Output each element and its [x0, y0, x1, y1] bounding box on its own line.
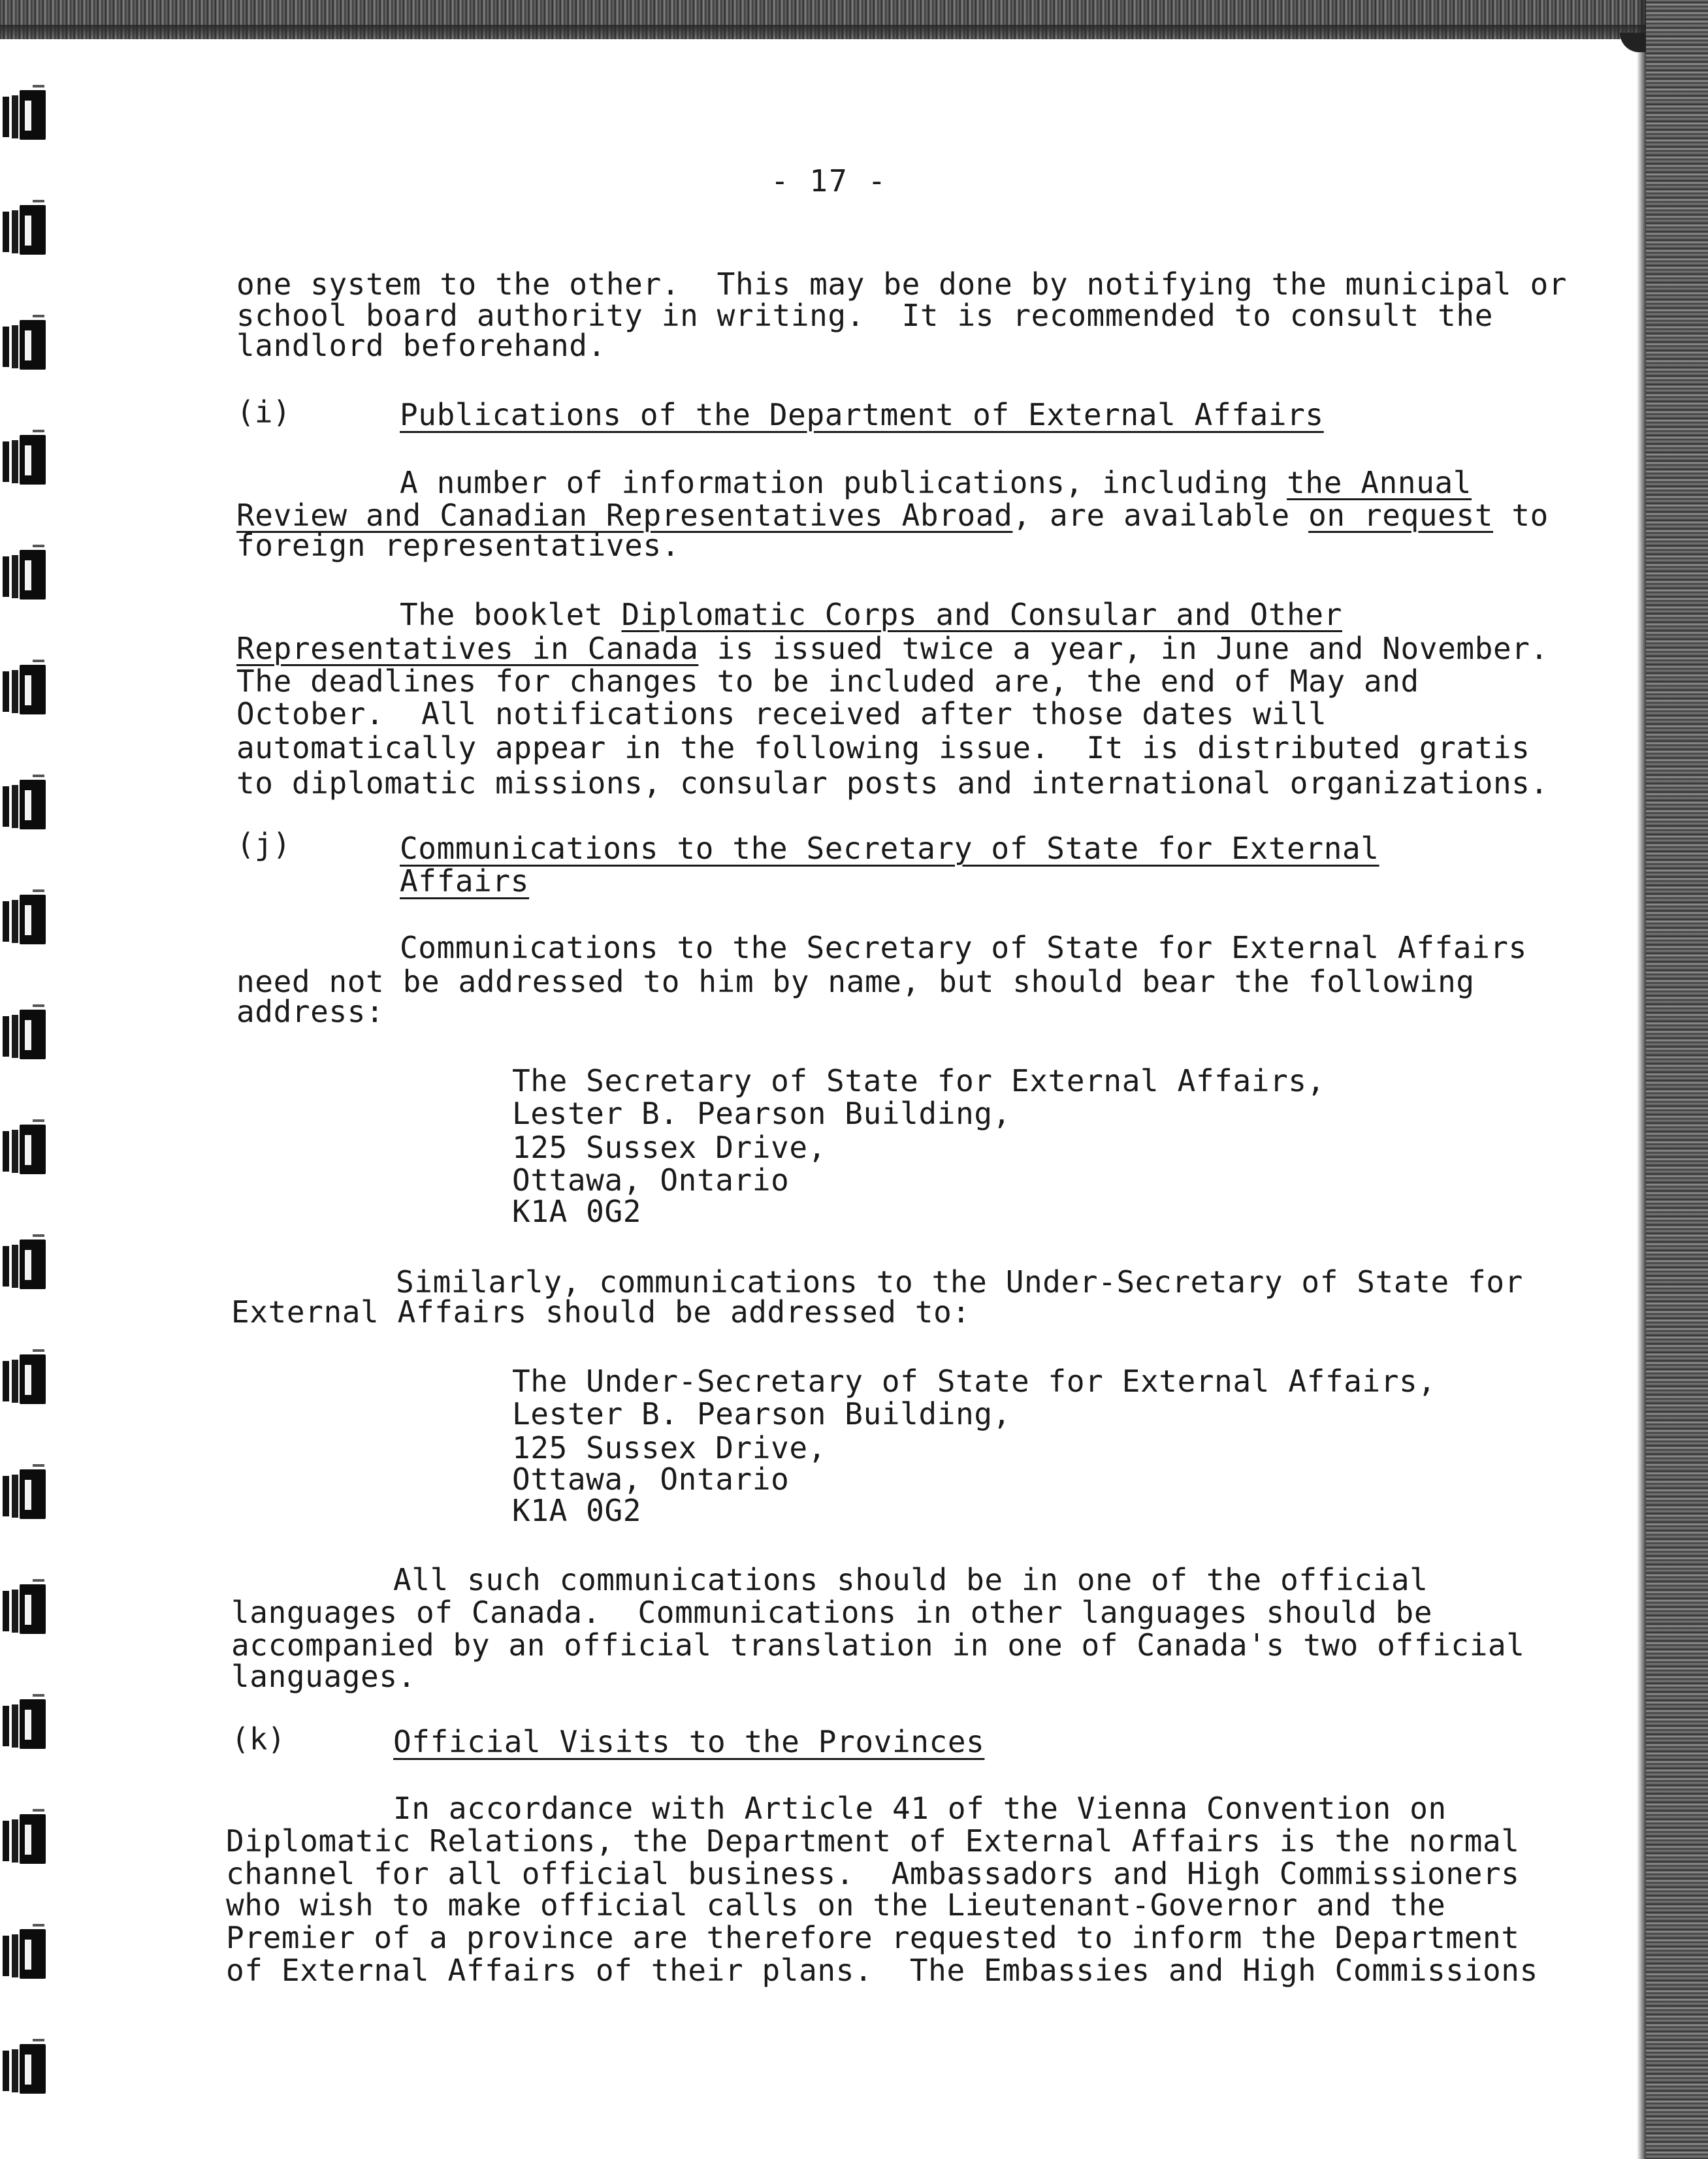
address-line: 125 Sussex Drive,	[512, 1130, 827, 1165]
intro-line: school board authority in writing. It is recommended to consult the	[236, 298, 1494, 333]
binding-hole	[3, 1579, 44, 1638]
paragraph-line: A number of information publications, including the Annual	[400, 465, 1472, 500]
paragraph-line: languages of Canada. Communications in other languages should be	[231, 1595, 1433, 1630]
section-heading-j: Communications to the Secretary of State for External	[400, 831, 1379, 866]
binding-hole	[3, 1349, 44, 1408]
paragraph-line: Representatives in Canada is issued twice a year, in June and November.	[236, 631, 1549, 666]
binding-hole	[3, 1464, 44, 1523]
address-line: Ottawa, Ontario	[512, 1162, 790, 1198]
binding-hole	[3, 1924, 44, 1983]
binding-hole	[3, 315, 44, 374]
binding-hole	[3, 200, 44, 259]
booklet-title: Diplomatic Corps and Consular and Other	[621, 597, 1343, 632]
binding-hole	[3, 1004, 44, 1063]
binding-hole	[3, 85, 44, 144]
section-heading-j: Affairs	[400, 863, 530, 899]
binding-hole	[3, 430, 44, 488]
section-marker-i: (i)	[236, 394, 291, 430]
booklet-title: Representatives in Canada	[236, 631, 699, 666]
binding-holes	[0, 85, 52, 2142]
address-line: 125 Sussex Drive,	[512, 1430, 827, 1465]
section-marker-k: (k)	[231, 1721, 286, 1757]
paragraph-line: Communications to the Secretary of State for External Affairs	[400, 930, 1527, 965]
paragraph-line: Review and Canadian Representatives Abroad, are available on request to	[236, 498, 1549, 533]
paragraph-line: All such communications should be in one of the official	[393, 1562, 1428, 1597]
paragraph-line: need not be addressed to him by name, but should bear the following	[236, 964, 1475, 999]
address-line: K1A 0G2	[512, 1194, 642, 1229]
binding-hole	[3, 775, 44, 833]
paragraph-line: The booklet Diplomatic Corps and Consular and Other	[400, 597, 1343, 632]
binding-hole	[3, 545, 44, 603]
page-number: - 17 -	[771, 163, 888, 199]
paragraph-line: to diplomatic missions, consular posts and international organizations.	[236, 765, 1549, 801]
scan-right-edge	[1646, 0, 1708, 2159]
binding-hole	[3, 889, 44, 948]
publication-title: the Annual	[1287, 465, 1472, 500]
paragraph-line: languages.	[231, 1659, 416, 1694]
address-line: The Secretary of State for External Affairs,	[512, 1063, 1325, 1098]
paragraph-line: The deadlines for changes to be included are, the end of May and	[236, 664, 1419, 699]
paragraph-line: October. All notifications received after those dates will	[236, 696, 1327, 731]
paragraph-line: External Affairs should be addressed to:	[231, 1294, 971, 1330]
section-heading-i: Publications of the Department of External Affairs	[400, 397, 1324, 432]
paragraph-line: accompanied by an official translation in one of Canada's two official	[231, 1627, 1525, 1663]
address-line: The Under-Secretary of State for External Affairs,	[512, 1364, 1436, 1399]
address-line: Lester B. Pearson Building,	[512, 1396, 1011, 1431]
binding-hole	[3, 1694, 44, 1753]
binding-hole	[3, 1234, 44, 1293]
paragraph-line: address:	[236, 994, 385, 1029]
intro-line: landlord beforehand.	[236, 328, 606, 363]
paragraph-line: channel for all official business. Ambassadors and High Commissioners	[226, 1856, 1520, 1891]
binding-hole	[3, 1119, 44, 1178]
address-line: Ottawa, Ontario	[512, 1462, 790, 1497]
binding-hole	[3, 2039, 44, 2098]
paragraph-line: Similarly, communications to the Under-Secretary of State for	[396, 1264, 1523, 1300]
address-line: Lester B. Pearson Building,	[512, 1096, 1011, 1131]
paragraph-line: In accordance with Article 41 of the Vienna Convention on	[393, 1791, 1447, 1826]
binding-hole	[3, 1809, 44, 1868]
paragraph-line: automatically appear in the following issue. It is distributed gratis	[236, 730, 1530, 765]
intro-line: one system to the other. This may be done by notifying the municipal or	[236, 266, 1568, 302]
paragraph-line: Premier of a province are therefore requested to inform the Department	[226, 1920, 1520, 1955]
address-line: K1A 0G2	[512, 1493, 642, 1528]
scan-top-edge	[0, 0, 1708, 39]
section-heading-k: Official Visits to the Provinces	[393, 1724, 985, 1759]
paragraph-line: foreign representatives.	[236, 528, 681, 563]
publication-title: Review and Canadian Representatives Abroad	[236, 498, 1013, 533]
paragraph-line: who wish to make official calls on the Lieutenant-Governor and the	[226, 1887, 1446, 1923]
paragraph-line: Diplomatic Relations, the Department of External Affairs is the normal	[226, 1823, 1520, 1859]
on-request-text: on request	[1308, 498, 1494, 533]
binding-hole	[3, 660, 44, 718]
section-marker-j: (j)	[236, 827, 291, 862]
page-corner	[1620, 33, 1646, 52]
paragraph-line: of External Affairs of their plans. The Embassies and High Commissions	[226, 1953, 1538, 1988]
